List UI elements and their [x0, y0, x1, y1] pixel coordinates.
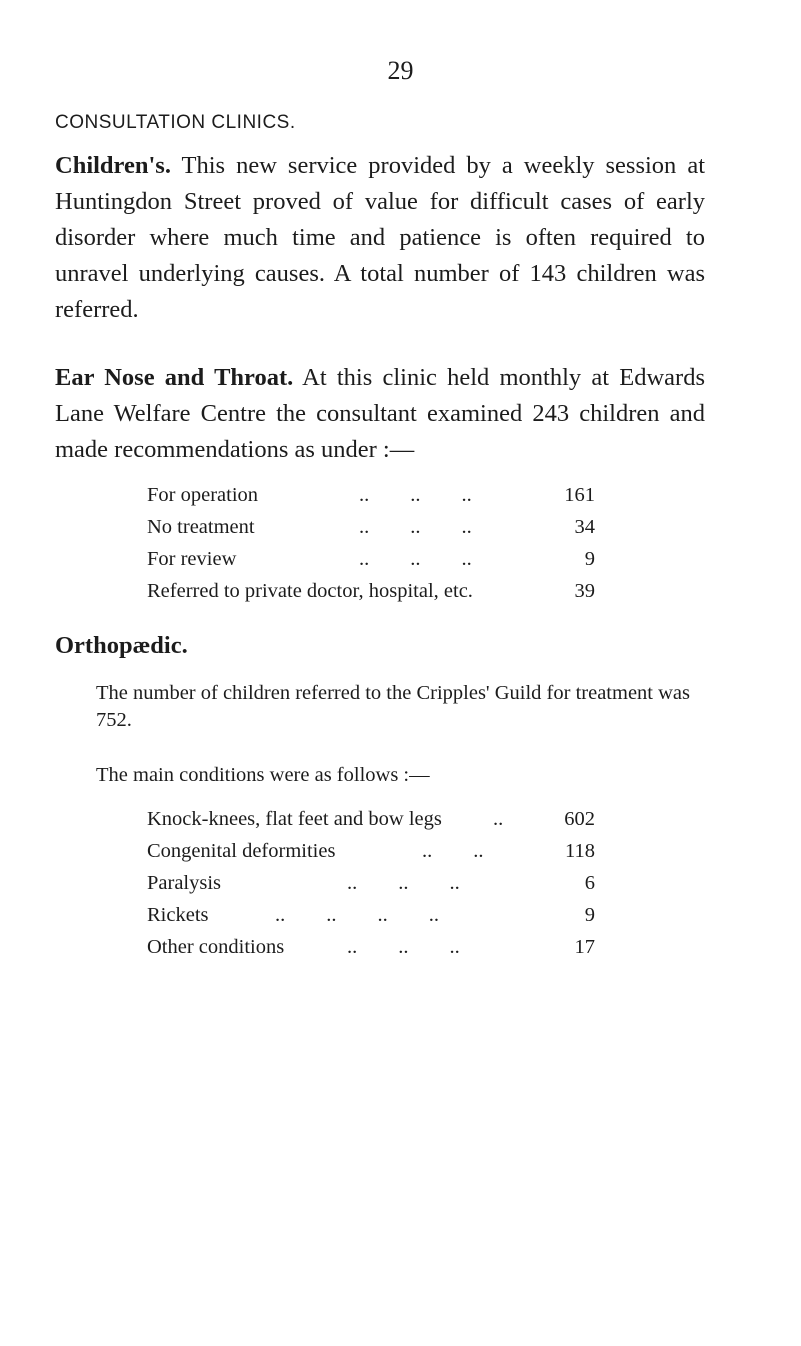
row-value: 39 [574, 580, 595, 602]
row-label: For review [147, 548, 237, 570]
row-leader-dots: .. .. .. [359, 548, 472, 570]
row-label: Paralysis [147, 872, 222, 894]
table-row [147, 580, 595, 612]
childrens-clinic-heading: Children's. [55, 152, 171, 179]
section-heading: CONSULTATION CLINICS. [55, 112, 296, 133]
table-row [147, 484, 595, 516]
table-row [147, 808, 595, 840]
row-leader-dots: .. .. .. [359, 516, 472, 538]
page-number: 29 [387, 56, 414, 85]
row-leader-dots: .. [493, 808, 504, 830]
row-label: Referred to private doctor, hospital, etc. [147, 580, 473, 602]
row-label: Congenital deformities [147, 840, 336, 862]
ent-clinic-text: At this clinic held monthly at Edwards Lane Welfare Centre the consultant examined 243 children and made recommendations as under :— [55, 364, 705, 463]
orthopaedic-conditions-intro: The main conditions were as follows :— [96, 764, 430, 786]
table-row [147, 516, 595, 548]
table-row [147, 548, 595, 580]
orthopaedic-referral-paragraph: The number of children referred to the Cripples' Guild for treatment was 752. [96, 682, 690, 731]
table-row [147, 840, 595, 872]
row-value: 9 [584, 904, 595, 926]
row-leader-dots: .. .. .. [347, 872, 460, 894]
row-value: 34 [574, 516, 595, 538]
row-value: 6 [584, 872, 595, 894]
row-label: Rickets [147, 904, 209, 926]
row-value: 17 [574, 936, 595, 958]
row-label: Other conditions [147, 936, 285, 958]
table-row [147, 904, 595, 936]
row-label: Knock-knees, flat feet and bow legs [147, 808, 442, 830]
orthopaedic-heading: Orthopædic. [55, 632, 188, 659]
table-row [147, 872, 595, 904]
row-value: 602 [564, 808, 595, 830]
childrens-clinic-paragraph [55, 148, 705, 328]
row-value: 9 [584, 548, 595, 570]
row-leader-dots: .. .. [422, 840, 484, 862]
table-row [147, 936, 595, 968]
row-leader-dots: .. .. .. [359, 484, 472, 506]
row-leader-dots: .. .. .. .. [275, 904, 439, 926]
ent-clinic-heading: Ear Nose and Throat. [55, 364, 294, 391]
ent-clinic-paragraph [55, 360, 705, 468]
ent-recommendations-table [147, 484, 595, 612]
row-value: 118 [565, 840, 595, 862]
row-leader-dots: .. .. .. [347, 936, 460, 958]
row-label: For operation [147, 484, 259, 506]
row-value: 161 [564, 484, 595, 506]
row-label: No treatment [147, 516, 255, 538]
childrens-clinic-text: This new service provided by a weekly session at Huntingdon Street proved of value for difficult cases of early disorder where much time and patience is often required to unravel underlying causes. A total number of 143 children was referred. [55, 152, 705, 323]
orthopaedic-conditions-table [147, 808, 595, 968]
